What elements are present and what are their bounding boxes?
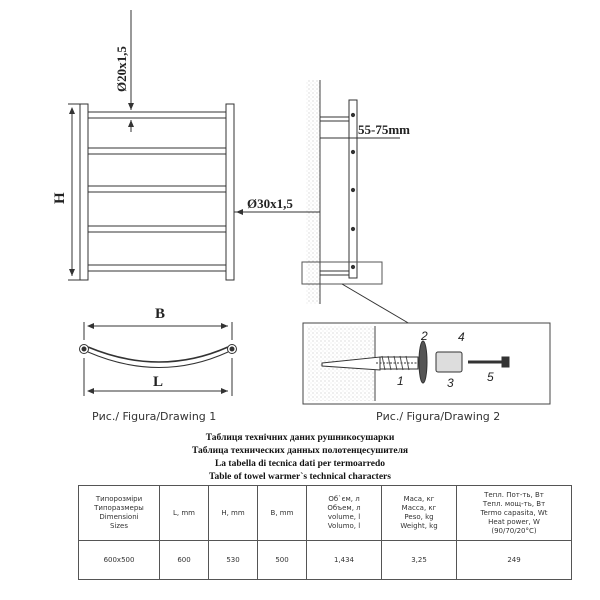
cell-heat-power: 249 <box>457 541 572 580</box>
cell-h: 530 <box>209 541 258 580</box>
drawing1-caption: Рис./ Figura/Drawing 1 <box>92 410 217 423</box>
table-title-ua: Таблиця технічних даних рушникосушарки <box>205 433 395 443</box>
part-5-label: 5 <box>487 370 494 384</box>
pipe-small-label: Ø20х1,5 <box>114 46 129 92</box>
header-weight: Маса, кг Масса, кг Peso, kg Weight, kg <box>382 486 457 541</box>
wall-distance-label: 55-75mm <box>358 122 410 137</box>
table-header-row <box>79 486 572 541</box>
cell-b: 500 <box>258 541 307 580</box>
header-l: L, mm <box>160 486 209 541</box>
cell-volume: 1,434 <box>307 541 382 580</box>
specs-table <box>78 485 572 580</box>
pipe-large-label: Ø30х1,5 <box>247 196 293 211</box>
cell-l: 600 <box>160 541 209 580</box>
table-title-en: Table of towel warmer`s technical characters <box>209 472 391 482</box>
header-h: H, mm <box>209 486 258 541</box>
part-1-label: 1 <box>397 374 404 388</box>
cell-weight: 3,25 <box>382 541 457 580</box>
part-4-label: 4 <box>458 330 465 344</box>
height-dim-label: H <box>52 192 68 204</box>
header-b: B, mm <box>258 486 307 541</box>
drawing2-side-view <box>302 80 410 324</box>
width-b-label: B <box>155 306 166 322</box>
table-row <box>79 541 572 580</box>
table-title-it: La tabella di tecnica dati per termoarredo <box>214 459 386 469</box>
header-volume: Об`єм, л Объем, л volume, l Volumo, l <box>307 486 382 541</box>
part-3-label: 3 <box>447 376 454 390</box>
length-l-label: L <box>153 374 164 390</box>
cell-size: 600x500 <box>79 541 160 580</box>
table-title-ru: Таблица технических данных полотенцесушителя <box>191 446 409 456</box>
drawing2-caption: Рис./ Figura/Drawing 2 <box>376 410 501 423</box>
part-2-label: 2 <box>421 329 428 343</box>
header-heat-power: Тепл. Пот-ть, Вт Тепл. мощ-ть, Вт Termo capasita, Wt Heat power, W (90/70/20°C) <box>457 486 572 541</box>
drawing1-front-view <box>68 10 320 280</box>
table-titles <box>0 432 600 484</box>
header-sizes: Типорозміри Типоразмеры Dimensioni Sizes <box>79 486 160 541</box>
